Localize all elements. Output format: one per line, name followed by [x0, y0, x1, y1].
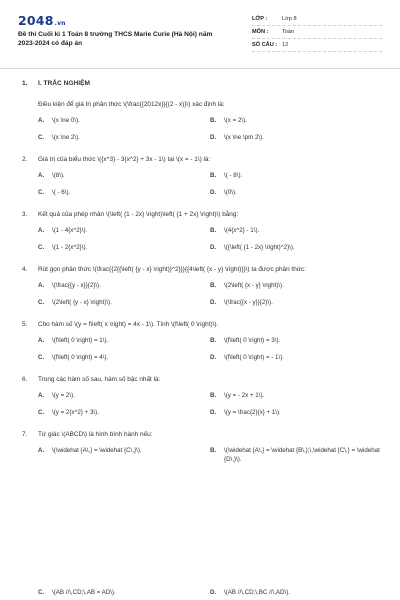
option-letter: D.	[210, 589, 217, 596]
question-number: 7.	[22, 431, 28, 438]
question	[22, 265, 382, 307]
answer-option-d[interactable]	[210, 243, 382, 252]
answer-option-a[interactable]	[38, 281, 210, 290]
option-letter: C.	[38, 244, 45, 251]
option-letter: D.	[210, 409, 217, 416]
option-letter: D.	[210, 354, 217, 361]
question-stem	[22, 320, 382, 330]
site-logo[interactable]	[18, 13, 66, 28]
option-text: \(f\left( 0 \right) = - 1\).	[224, 354, 284, 361]
option-text: \(\widehat {A\,} = \widehat {C\,}\).	[52, 447, 142, 454]
section-number: 1.	[22, 80, 28, 87]
answer-option-a[interactable]	[38, 446, 210, 464]
question-text: Tứ giác \(ABCD\) là hình bình hành nếu:	[38, 431, 153, 438]
option-letter: C.	[38, 134, 45, 141]
option-letter: D.	[210, 244, 217, 251]
option-letter: B.	[210, 117, 217, 124]
question-number: 2.	[22, 156, 28, 163]
answer-option-b[interactable]	[210, 336, 382, 345]
cutoff-options	[0, 588, 400, 600]
question	[22, 430, 382, 464]
question-number: 3.	[22, 211, 28, 218]
answer-option-b[interactable]	[210, 171, 382, 180]
question-stem	[22, 155, 382, 165]
question	[22, 320, 382, 362]
option-letter: C.	[38, 189, 45, 196]
option-letter: B.	[210, 227, 217, 234]
page-title: Đề thi Cuối kì 1 Toán 8 trường THCS Marie Curie (Hà Nội) năm 2023-2024 có đáp án	[18, 31, 213, 47]
option-text: \(f\left( 0 \right) = 4\).	[52, 354, 109, 361]
option-letter: C.	[38, 409, 45, 416]
answer-option-c[interactable]	[38, 353, 210, 362]
answer-option-b[interactable]	[210, 226, 382, 235]
option-text: \(1 - 2{x^2}\).	[52, 244, 88, 251]
meta-label: MÔN :	[252, 29, 269, 35]
option-text: \(y = \frac{2}{x} + 1\).	[224, 409, 281, 416]
option-letter: C.	[38, 354, 45, 361]
answer-options	[38, 226, 382, 252]
meta-label: SỐ CÂU :	[252, 42, 278, 48]
option-letter: A.	[38, 447, 45, 454]
answer-option-a[interactable]	[38, 116, 210, 125]
option-text: \(x \ne 0\).	[52, 117, 80, 124]
answer-option-a[interactable]	[38, 336, 210, 345]
option-text: \(AB //\,CD;\,BC //\,AD\).	[224, 589, 291, 596]
option-letter: A.	[38, 282, 45, 289]
question-number: 6.	[22, 376, 28, 383]
question-list	[22, 80, 382, 477]
question	[22, 100, 382, 142]
question-text: Rút gọn phân thức \(\frac{{2{{\left( {y - x} \right)}^2}}}{{4\left( {x - y} \right)}}\) ta được phân thức:	[38, 266, 306, 273]
option-letter: A.	[38, 227, 45, 234]
answer-option-b[interactable]	[210, 116, 382, 125]
option-letter: B.	[210, 172, 217, 179]
answer-option-c[interactable]	[38, 408, 210, 417]
option-text: \(0\).	[224, 189, 237, 196]
option-text: \(y = 2{x^2} + 3\).	[52, 409, 99, 416]
question-number	[22, 100, 38, 110]
answer-option-b[interactable]	[210, 446, 382, 464]
header-divider	[0, 68, 400, 69]
question-stem	[22, 430, 382, 440]
exam-meta	[252, 13, 382, 52]
question	[22, 210, 382, 252]
question-stem	[22, 375, 382, 385]
option-letter: D.	[210, 134, 217, 141]
option-text: \(8\).	[52, 172, 65, 179]
question-stem	[22, 100, 382, 110]
option-letter: B.	[210, 337, 217, 344]
answer-option-d[interactable]	[210, 188, 382, 197]
option-text: \( - 6\).	[52, 189, 71, 196]
answer-options	[38, 116, 382, 142]
answer-options	[38, 336, 382, 362]
option-text: \(x \ne \pm 2\).	[224, 134, 264, 141]
option-letter: C.	[38, 589, 45, 596]
page-header	[0, 0, 400, 62]
option-text: \(y = - 2x + 1\).	[224, 392, 265, 399]
option-text: \(x = 2\).	[224, 117, 247, 124]
answer-options	[38, 588, 400, 597]
answer-option-b[interactable]	[210, 391, 382, 400]
answer-options	[38, 171, 382, 197]
option-text: \(2\left( {x - y} \right)\).	[224, 282, 284, 289]
option-text: \(\frac{{y - x}}{2}\).	[52, 282, 101, 289]
meta-value: Lớp 8	[282, 16, 297, 22]
option-text: \(f\left( 0 \right) = 3\).	[224, 337, 281, 344]
question	[22, 375, 382, 417]
meta-row-count	[252, 39, 382, 52]
logo-text: 2048	[18, 13, 54, 28]
answer-option-d[interactable]	[210, 133, 382, 142]
option-text: \(y = 2\).	[52, 392, 75, 399]
question	[22, 155, 382, 197]
option-letter: B.	[210, 282, 217, 289]
option-letter: D.	[210, 189, 217, 196]
answer-option-a[interactable]	[38, 171, 210, 180]
answer-option-d[interactable]	[210, 353, 382, 362]
question-text: Giá trị của biểu thức \({x^3} - 3{x^2} + 3x - 1\) tại \(x = - 1\) là:	[38, 156, 211, 163]
option-letter: A.	[38, 337, 45, 344]
question-number: 5.	[22, 321, 28, 328]
question-stem	[22, 265, 382, 275]
option-letter: B.	[210, 447, 217, 454]
option-letter: D.	[210, 299, 217, 306]
option-text: \(x \ne 2\).	[52, 134, 80, 141]
option-letter: C.	[38, 299, 45, 306]
question-stem	[22, 210, 382, 220]
meta-value: Toán	[282, 29, 295, 35]
answer-option-c[interactable]	[38, 243, 210, 252]
answer-option-a[interactable]	[38, 391, 210, 400]
option-text: \( - 8\).	[224, 172, 243, 179]
answer-option-d[interactable]	[210, 408, 382, 417]
section-title: I. TRẮC NGHIỆM	[38, 80, 91, 87]
option-text: \(\widehat {A\,} = \widehat {B\,};\,\widehat {C\,} = \widehat {D\,}\).	[224, 447, 380, 463]
answer-options	[38, 446, 382, 464]
meta-row-class	[252, 13, 382, 26]
answer-option-c[interactable]	[38, 298, 210, 307]
option-text: \(1 - 4{x^2}\).	[52, 227, 88, 234]
question-text: Cho hàm số \(y = f\left( x \right) = 4x - 1\). Tính \(f\left( 0 \right)\).	[38, 321, 219, 328]
option-letter: A.	[38, 117, 45, 124]
answer-option-c[interactable]	[38, 188, 210, 197]
option-text: \(2\left( {y - x} \right)\).	[52, 299, 112, 306]
answer-option-d[interactable]	[210, 298, 382, 307]
option-letter: B.	[210, 392, 217, 399]
logo-suffix: .vn	[54, 20, 66, 27]
option-letter: A.	[38, 172, 45, 179]
option-text: \(AB //\,CD;\,AB = AD\).	[52, 589, 116, 596]
meta-value: 12	[282, 42, 289, 48]
section-heading	[22, 80, 382, 87]
answer-option-b[interactable]	[210, 281, 382, 290]
question-number: 4.	[22, 266, 28, 273]
question-text: Trong các hàm số sau, hàm số bậc nhất là:	[38, 376, 161, 383]
option-text: \(\frac{{x - y}}{2}\).	[224, 299, 273, 306]
answer-option-a[interactable]	[38, 226, 210, 235]
answer-option-d[interactable]	[210, 588, 382, 597]
answer-option-c[interactable]	[38, 588, 210, 597]
option-text: \(4{x^2} - 1\).	[224, 227, 260, 234]
option-text: \(f\left( 0 \right) = 1\).	[52, 337, 109, 344]
meta-label: LỚP :	[252, 16, 268, 22]
answer-option-c[interactable]	[38, 133, 210, 142]
option-letter: A.	[38, 392, 45, 399]
answer-options	[38, 391, 382, 417]
meta-row-subject	[252, 26, 382, 39]
answer-options	[38, 281, 382, 307]
question-text: Kết quả của phép nhân \(\left( {1 - 2x} \right)\left( {1 + 2x} \right)\) bằng:	[38, 211, 239, 218]
question-text: Điều kiện để giá trị phân thức \(\frac{{2012x}}{(2 - x)}\) xác định là:	[38, 101, 225, 108]
option-text: \({\left( {1 - 2x} \right)^2}\).	[224, 244, 295, 251]
